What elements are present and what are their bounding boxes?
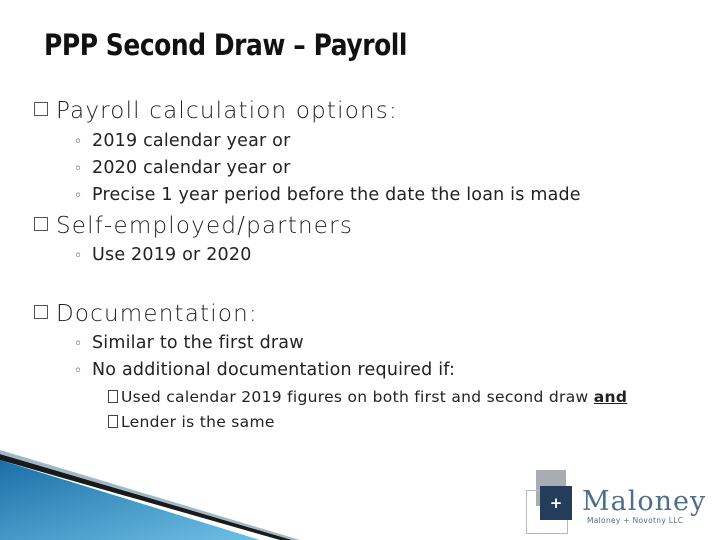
circle-bullet-icon: ◦ [74, 336, 83, 352]
sub-list-item-text: Lender is the same [121, 413, 275, 431]
list-item-text: Precise 1 year period before the date the loan is made [92, 185, 581, 205]
list-item [74, 185, 581, 205]
circle-bullet-icon: ◦ [74, 134, 83, 150]
section-heading-text: Documentation: [56, 301, 258, 327]
emphasis-text: and [593, 388, 628, 406]
list-item [74, 333, 304, 353]
list-item [74, 360, 455, 380]
section-heading-text: Self-employed/partners [56, 213, 353, 239]
box-bullet-icon [108, 415, 118, 428]
list-item [74, 245, 252, 265]
company-logo-mark [526, 470, 576, 534]
company-logo-name: Maloney [582, 486, 707, 517]
section-heading-documentation [34, 301, 258, 327]
list-item [74, 158, 290, 178]
box-bullet-icon [108, 390, 118, 403]
sub-list-item [108, 413, 275, 431]
square-bullet-icon [34, 305, 48, 319]
logo-plus-icon: + [540, 486, 572, 520]
square-bullet-icon [34, 217, 48, 231]
list-item-text: No additional documentation required if: [92, 360, 456, 380]
circle-bullet-icon: ◦ [74, 248, 83, 264]
section-heading-text: Payroll calculation options: [56, 98, 398, 124]
list-item-text: 2020 calendar year or [92, 158, 291, 178]
section-heading-payroll-options [34, 98, 398, 124]
sub-list-item-text: Used calendar 2019 figures on both first and second draw [121, 388, 594, 406]
swoosh-blue-shape [0, 460, 260, 540]
list-item-text: 2019 calendar year or [92, 131, 291, 151]
square-bullet-icon [34, 102, 48, 116]
circle-bullet-icon: ◦ [74, 363, 83, 379]
company-logo-tagline: Maloney + Novotny LLC [587, 516, 684, 525]
list-item-text: Use 2019 or 2020 [92, 245, 252, 265]
list-item [74, 131, 290, 151]
circle-bullet-icon: ◦ [74, 188, 83, 204]
circle-bullet-icon: ◦ [74, 161, 83, 177]
slide-title: PPP Second Draw – Payroll [44, 28, 408, 62]
section-heading-self-employed [34, 213, 353, 239]
sub-list-item [108, 388, 627, 406]
list-item-text: Similar to the first draw [92, 333, 304, 353]
decorative-swoosh [0, 450, 300, 540]
